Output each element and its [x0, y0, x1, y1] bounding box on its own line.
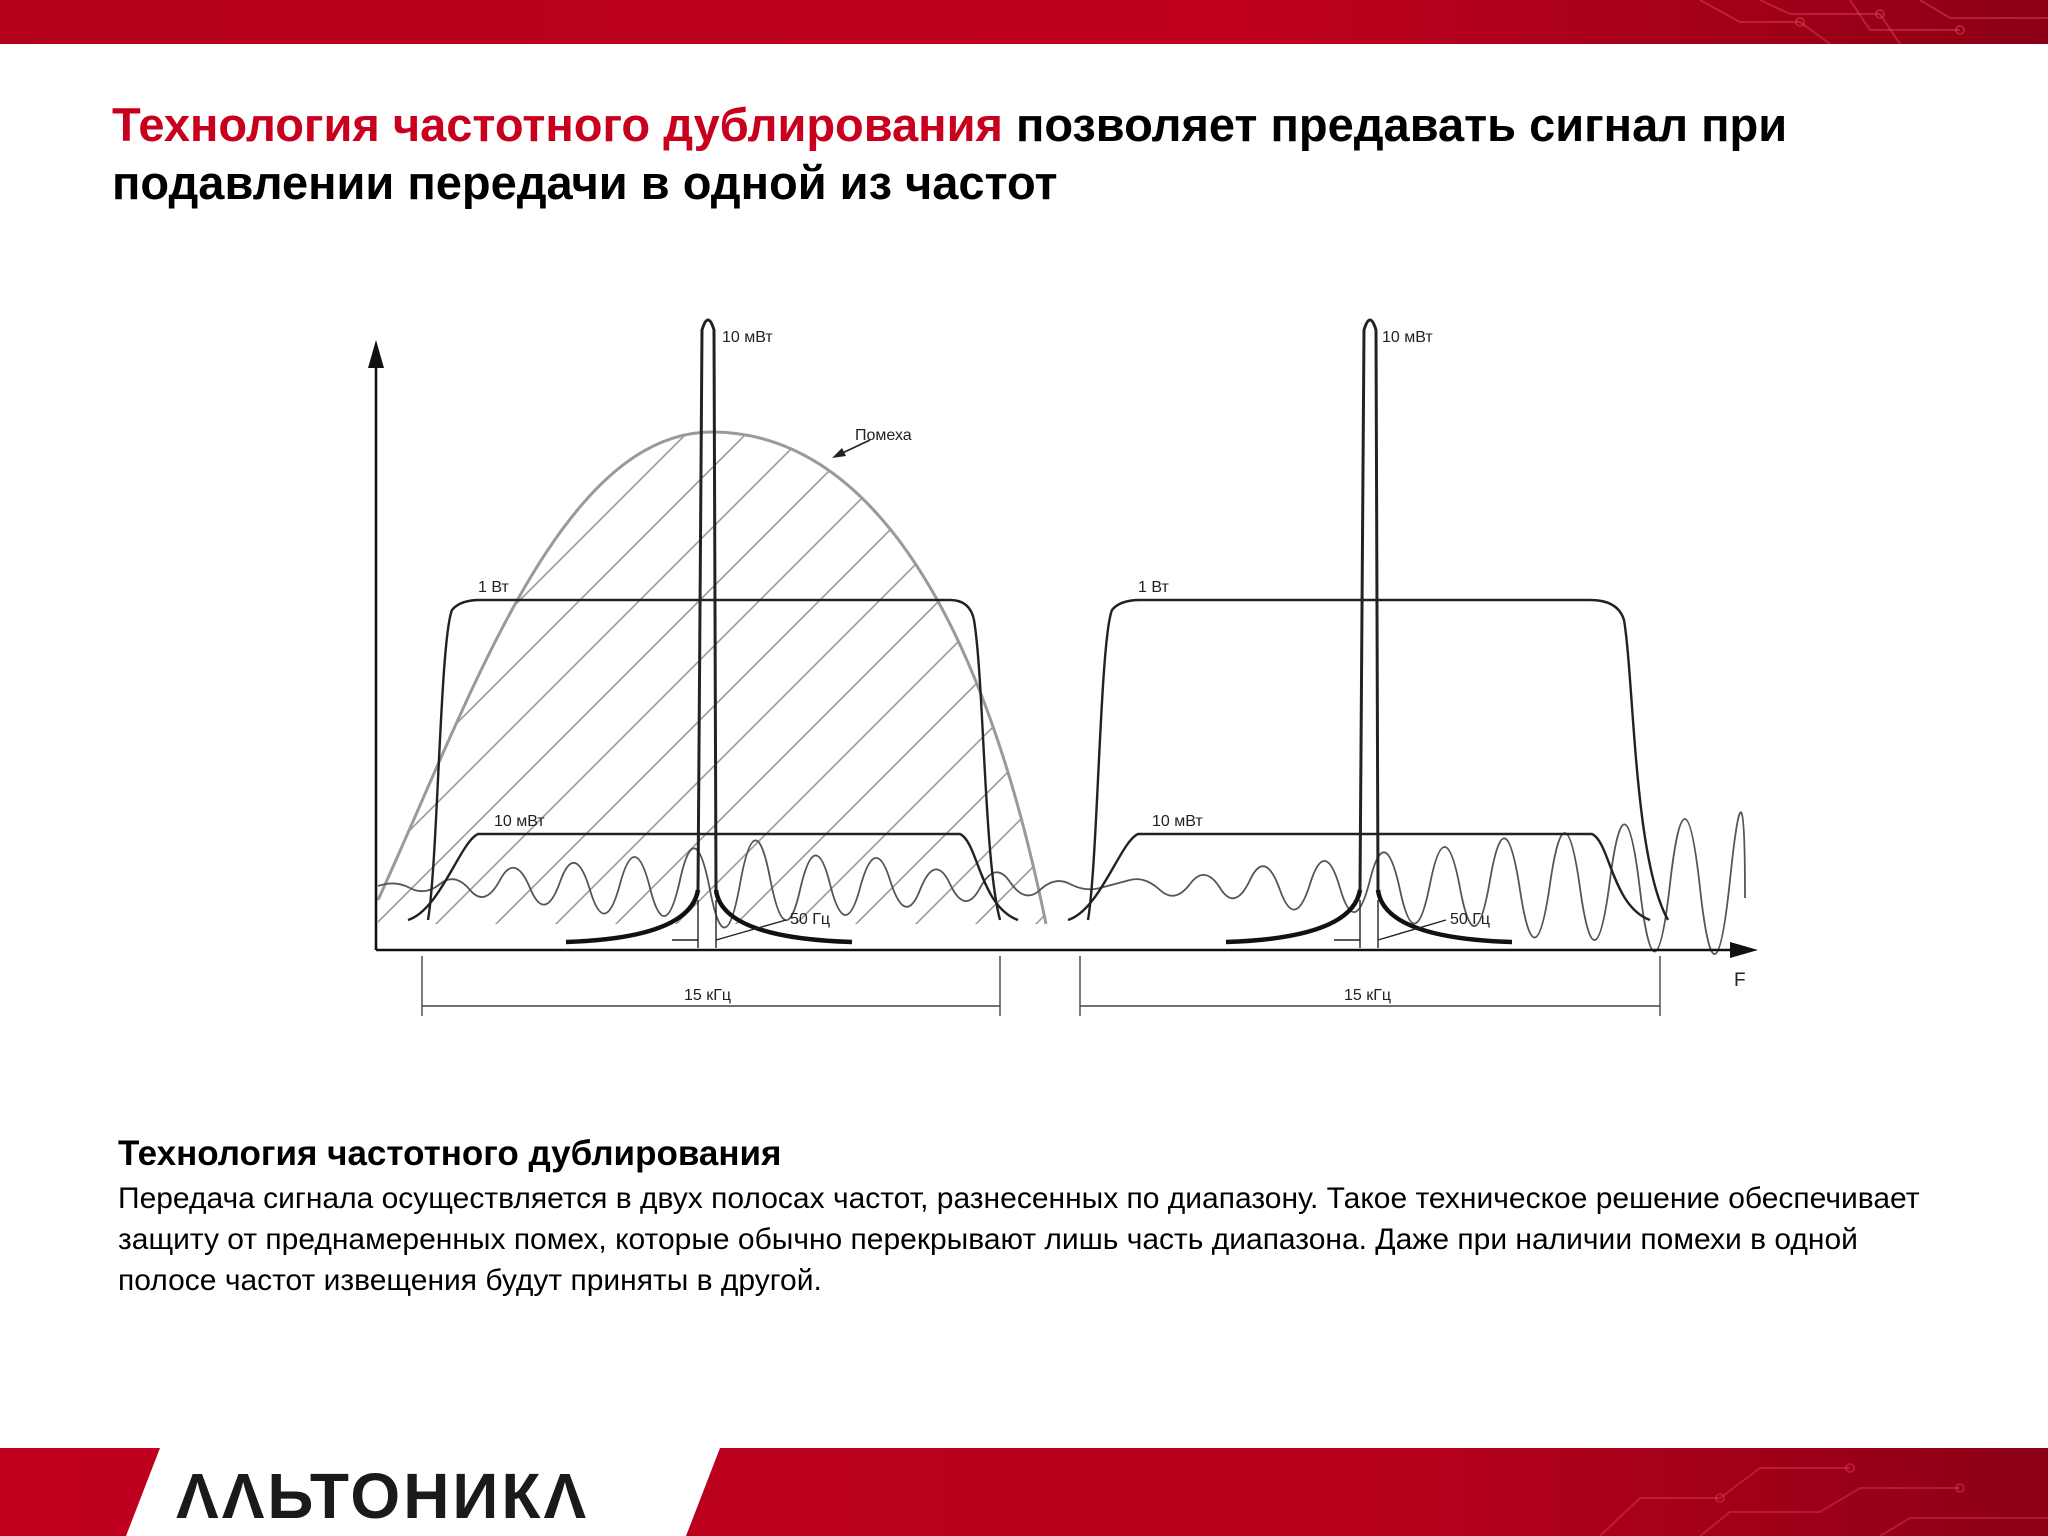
interference-hatching — [120, 320, 1640, 1000]
page-title — [112, 96, 1932, 212]
page-title-rest: позволяет предавать сигнал при подавлении передачи в одной из частот — [112, 98, 1788, 209]
right-peak-base-left — [1226, 890, 1360, 942]
right-peak-narrow — [1226, 320, 1512, 942]
left-10mw-label: 10 мВт — [494, 813, 545, 830]
right-channel — [1068, 320, 1668, 942]
left-width-dimension — [422, 956, 1000, 1016]
x-axis-label: F — [1734, 970, 1746, 991]
footer-circuit-icon — [1600, 1464, 2048, 1536]
company-logo: ΛΛЬТОНИКΛ — [176, 1460, 590, 1532]
right-peak-label: 10 мВт — [1382, 329, 1433, 346]
left-1w-label: 1 Вт — [478, 579, 509, 596]
right-width-label: 15 кГц — [1344, 987, 1392, 1004]
interference-curve — [378, 432, 1046, 924]
left-50hz-label: 50 Гц — [790, 911, 831, 928]
y-axis-arrow-icon — [368, 340, 384, 368]
left-peak-label: 10 мВт — [722, 329, 773, 346]
right-1w-label: 1 Вт — [1138, 579, 1169, 596]
arrow-head-icon — [832, 448, 846, 458]
page-title-accent: Технология частотного дублирования — [112, 98, 1003, 151]
footer-graphics — [0, 1448, 2048, 1536]
frequency-diagram — [0, 300, 2048, 1040]
right-10mw-label: 10 мВт — [1152, 813, 1203, 830]
right-50hz-label: 50 Гц — [1450, 911, 1491, 928]
left-peak-base-left — [566, 890, 698, 942]
left-width-label: 15 кГц — [684, 987, 732, 1004]
top-decor-bar — [0, 0, 2048, 44]
circuit-pattern-icon — [0, 0, 2048, 44]
right-width-dimension — [1080, 956, 1660, 1016]
x-axis-arrow-icon — [1730, 942, 1758, 958]
left-noise-label: Помеха — [855, 427, 912, 444]
description-body: Передача сигнала осуществляется в двух полосах частот, разнесенных по диапазону. Такое техническое решение обеспечивает защиту от преднамеренных помех, которые обычно перекрывают лишь часть диапазона. Даже при наличии помехи в одной полосе частот извещения будут приняты в другой. — [118, 1182, 1920, 1297]
description-title: Технология частотного дублирования — [118, 1134, 782, 1173]
footer-bar — [0, 1448, 2048, 1536]
